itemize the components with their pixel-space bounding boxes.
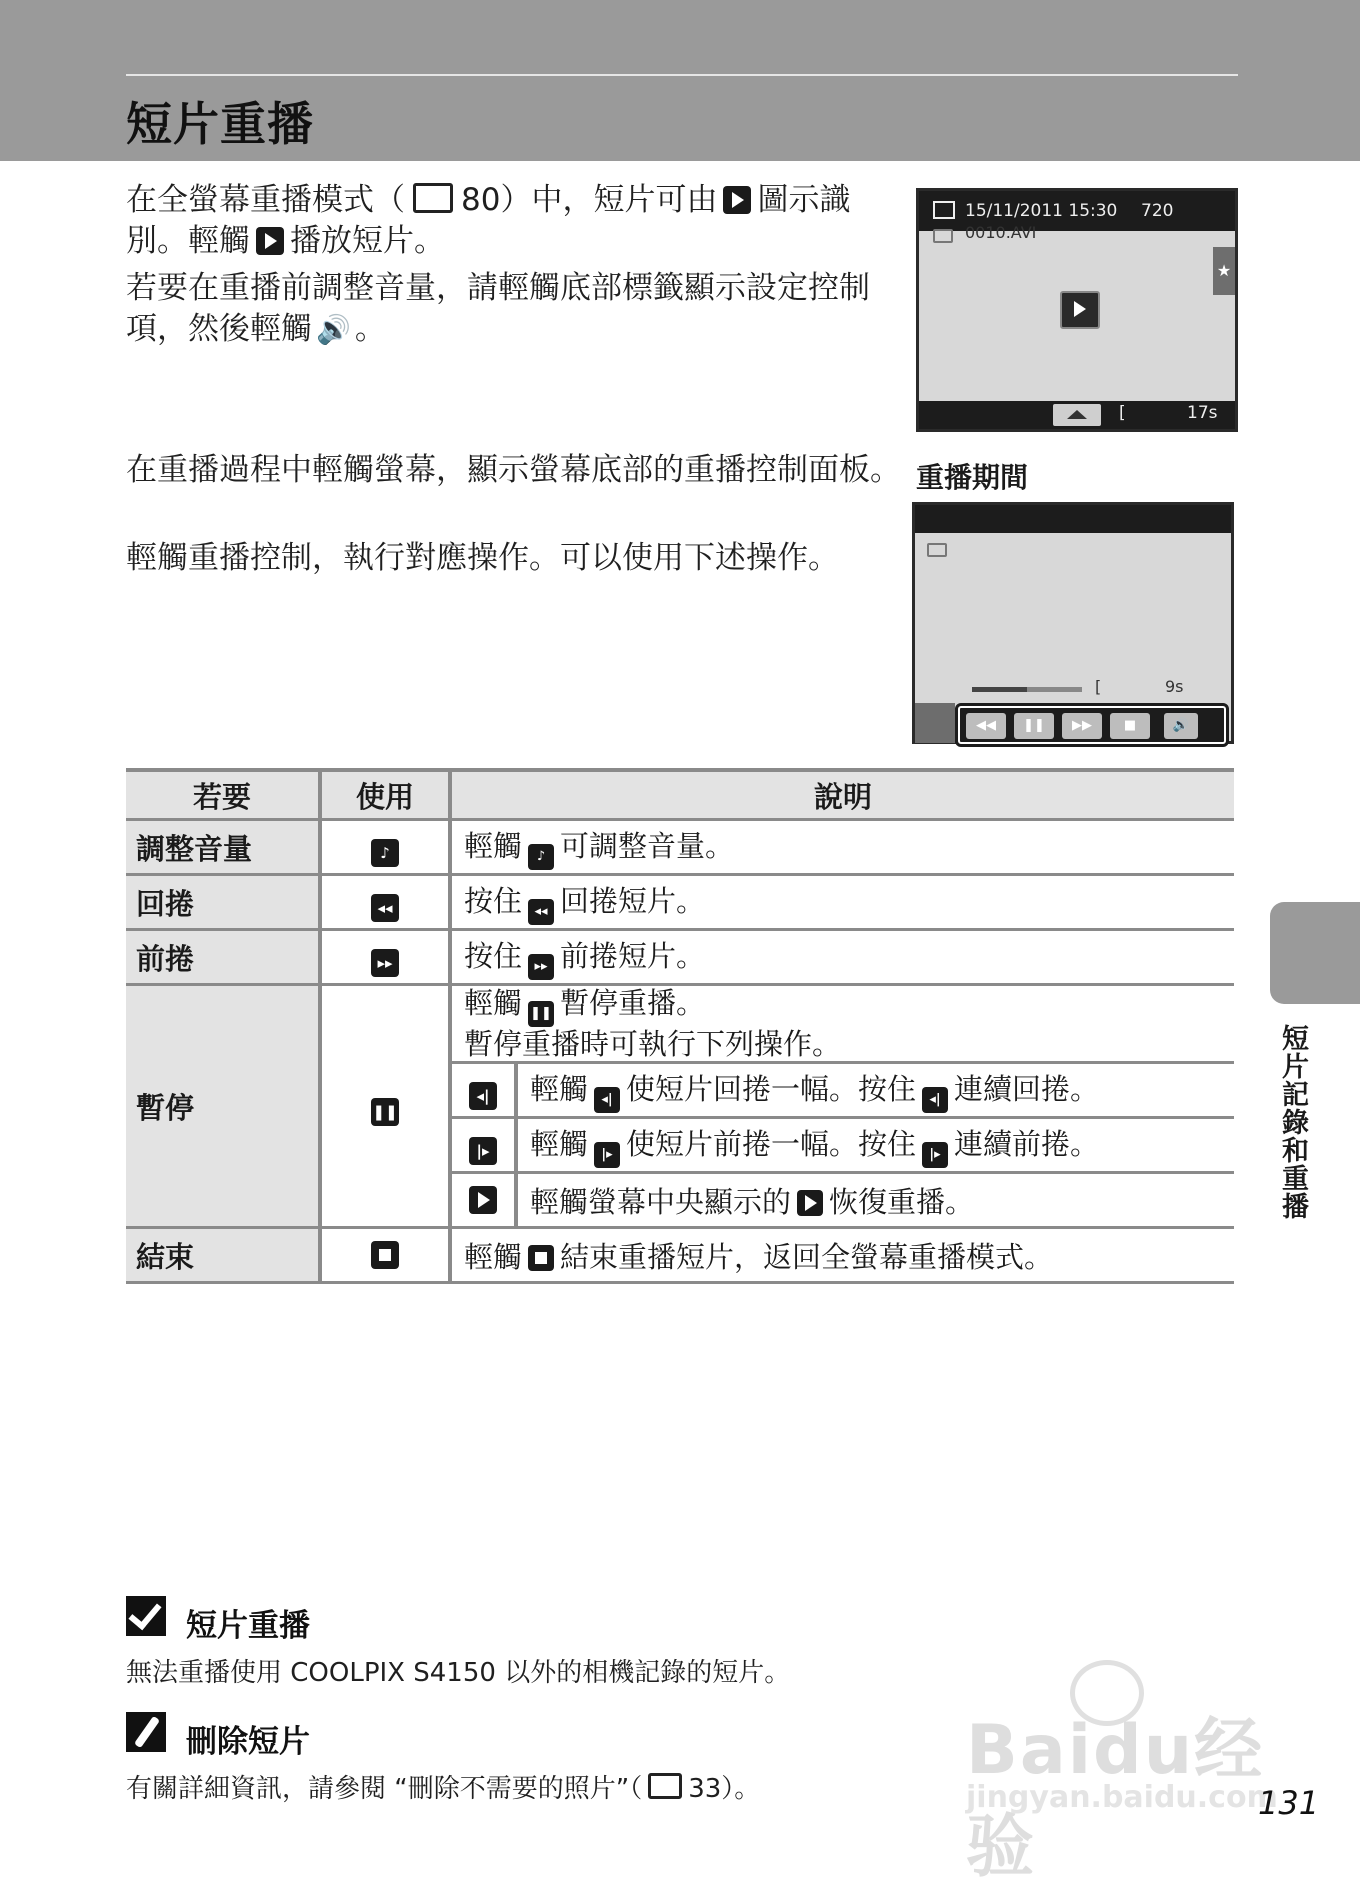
pencil-icon — [126, 1712, 166, 1752]
sub-description — [516, 1173, 1234, 1228]
screen-filename: 0010.AVI — [965, 223, 1037, 242]
volume-icon: ♪ — [528, 844, 554, 870]
page-number: 131 — [1258, 1784, 1320, 1822]
sub-use — [450, 1173, 516, 1228]
row-key: 結束 — [126, 1228, 320, 1283]
intro-text: 。 — [354, 311, 386, 347]
playback-control-panel — [955, 703, 1229, 747]
sub-use — [450, 1063, 516, 1118]
desc-text: 使短片回捲一幅。按住 — [626, 1072, 917, 1106]
note-title-delete: 刪除短片 — [186, 1724, 310, 1760]
intro-text: 在全螢幕重播模式（ — [126, 182, 405, 218]
screen-date: 15/11/2011 15:30 — [965, 201, 1118, 221]
intro-paragraph-2 — [126, 268, 896, 350]
header-description: 說明 — [450, 770, 1234, 820]
desc-text: 輕觸 — [464, 1239, 523, 1274]
play-icon — [469, 1186, 497, 1214]
watermark-sub: jingyan.baidu.com — [966, 1780, 1278, 1815]
row-key: 調整音量 — [126, 820, 320, 875]
page-title: 短片重播 — [126, 97, 314, 151]
remaining-bracket: [ — [1095, 677, 1102, 696]
intro-paragraph-1 — [126, 180, 896, 262]
play-button[interactable] — [1060, 291, 1100, 329]
volume-button[interactable]: 🔊 — [1164, 713, 1198, 739]
desc-text: 輕觸螢幕中央顯示的 — [530, 1184, 792, 1219]
pause-icon: ❚❚ — [528, 1001, 554, 1027]
check-icon — [126, 1596, 166, 1636]
intro-text: 播放短片。 — [290, 223, 445, 259]
row-description — [450, 820, 1234, 875]
row-key: 前捲 — [126, 930, 320, 985]
table-row-volume — [126, 820, 1234, 875]
desc-text: 按住 — [464, 884, 523, 918]
desc-text: 結束重播短片，返回全螢幕重播模式。 — [560, 1239, 1054, 1274]
stop-icon — [528, 1245, 554, 1271]
control-panel-edge — [915, 703, 955, 743]
row-key: 回捲 — [126, 875, 320, 930]
frame-back-icon: ◂| — [594, 1087, 620, 1113]
fast-forward-icon: ▸▸ — [371, 949, 399, 977]
remaining-time: 9s — [1165, 677, 1184, 696]
table-row-rewind — [126, 875, 1234, 930]
row-key: 暫停 — [126, 985, 320, 1228]
stop-icon — [371, 1241, 399, 1269]
movie-icon — [933, 229, 953, 243]
header-use: 使用 — [320, 770, 450, 820]
frame-back-icon: ◂| — [922, 1087, 948, 1113]
frame-back-icon: ◂| — [469, 1082, 497, 1110]
favorites-tab[interactable]: ★ — [1213, 247, 1235, 295]
row-use — [320, 930, 450, 985]
row-use — [320, 875, 450, 930]
chapter-side-label: 短片記錄和重播 — [1277, 1024, 1308, 1220]
movie-icon — [927, 543, 947, 557]
desc-text: 恢復重播。 — [829, 1184, 975, 1219]
rewind-icon: ◂◂ — [371, 894, 399, 922]
desc-text: 暫停重播。 — [560, 986, 706, 1020]
operations-table — [126, 768, 1234, 1284]
frame-forward-icon: |▸ — [469, 1137, 497, 1165]
sub-description — [516, 1118, 1234, 1173]
note-body-playback: 無法重播使用 COOLPIX S4150 以外的相機記錄的短片。 — [126, 1658, 791, 1688]
fast-forward-icon: ▸▸ — [528, 954, 554, 980]
sub-description — [516, 1063, 1234, 1118]
fast-forward-button[interactable]: ▶▶ — [1062, 713, 1102, 739]
desc-text: 輕觸 — [464, 829, 523, 863]
header-rule — [126, 74, 1238, 76]
rewind-button[interactable]: ◀◀ — [966, 713, 1006, 739]
sub-use — [450, 1118, 516, 1173]
row-description — [450, 875, 1234, 930]
watermark-main: Baidu经验 — [966, 1711, 1265, 1887]
note-text: 有關詳細資訊，請參閱 “刪除不需要的照片”（ — [126, 1774, 643, 1804]
playback-progress-bar — [972, 687, 1082, 692]
screen2-label: 重播期間 — [916, 461, 1029, 494]
frame-forward-icon: |▸ — [594, 1142, 620, 1168]
intro-text: 若要在重播前調整音量，請輕觸底部標籤顯示設定控制項，然後輕觸 — [126, 270, 870, 347]
desc-text: 輕觸 — [464, 986, 523, 1020]
play-icon — [256, 227, 284, 255]
pause-icon: ❚❚ — [371, 1098, 399, 1126]
desc-text: 暫停重播時可執行下列操作。 — [464, 1027, 842, 1061]
during-paragraph-2: 輕觸重播控制，執行對應操作。可以使用下述操作。 — [126, 540, 839, 576]
table-row-end — [126, 1228, 1234, 1283]
row-use — [320, 1228, 450, 1283]
desc-text: 輕觸 — [530, 1127, 589, 1161]
book-icon — [648, 1773, 682, 1799]
desc-text: 回捲短片。 — [560, 884, 706, 918]
movie-duration: 17s — [1187, 403, 1218, 423]
play-icon — [723, 186, 751, 214]
during-playback-screen — [912, 502, 1234, 744]
table-header-row — [126, 770, 1234, 820]
screen-top-bar — [915, 505, 1231, 533]
intro-ref: 80）中，短片可由 — [461, 182, 718, 218]
row-description — [450, 1228, 1234, 1283]
speaker-icon: 🔊 — [316, 313, 351, 346]
screen-bottom-bar — [919, 401, 1235, 429]
desc-text: 連續前捲。 — [954, 1127, 1100, 1161]
row-description — [450, 930, 1234, 985]
desc-text: 前捲短片。 — [560, 939, 706, 973]
playback-mode-icon — [933, 201, 955, 219]
row-use — [320, 985, 450, 1228]
book-icon — [413, 183, 453, 213]
full-frame-screen — [916, 188, 1238, 432]
table-row-pause — [126, 985, 1234, 1063]
frame-forward-icon: |▸ — [922, 1142, 948, 1168]
volume-icon: ♪ — [371, 839, 399, 867]
desc-text: 可調整音量。 — [560, 829, 735, 863]
header-to: 若要 — [126, 770, 320, 820]
rewind-icon: ◂◂ — [528, 899, 554, 925]
duration-bracket: [ — [1119, 403, 1126, 423]
note-title-playback: 短片重播 — [186, 1608, 310, 1644]
row-description — [450, 985, 1234, 1063]
chapter-side-tab — [1270, 902, 1360, 1004]
table-row-forward — [126, 930, 1234, 985]
pause-button[interactable]: ❚❚ — [1014, 713, 1054, 739]
play-icon — [797, 1190, 823, 1216]
stop-button[interactable]: ■ — [1110, 713, 1150, 739]
note-text: 33）。 — [688, 1774, 761, 1804]
baidu-watermark — [966, 1660, 1278, 1887]
desc-text: 按住 — [464, 939, 523, 973]
movie-quality: 720 — [1141, 201, 1174, 221]
up-tab-button[interactable] — [1053, 404, 1101, 426]
intro-text: 圖示識別。輕觸 — [126, 182, 851, 259]
during-paragraph-1: 在重播過程中輕觸螢幕，顯示螢幕底部的重播控制面板。 — [126, 452, 901, 488]
desc-text: 輕觸 — [530, 1072, 589, 1106]
note-body-delete — [126, 1768, 760, 1805]
desc-text: 使短片前捲一幅。按住 — [626, 1127, 917, 1161]
progress-fill — [972, 687, 1027, 692]
desc-text: 連續回捲。 — [954, 1072, 1100, 1106]
row-use — [320, 820, 450, 875]
